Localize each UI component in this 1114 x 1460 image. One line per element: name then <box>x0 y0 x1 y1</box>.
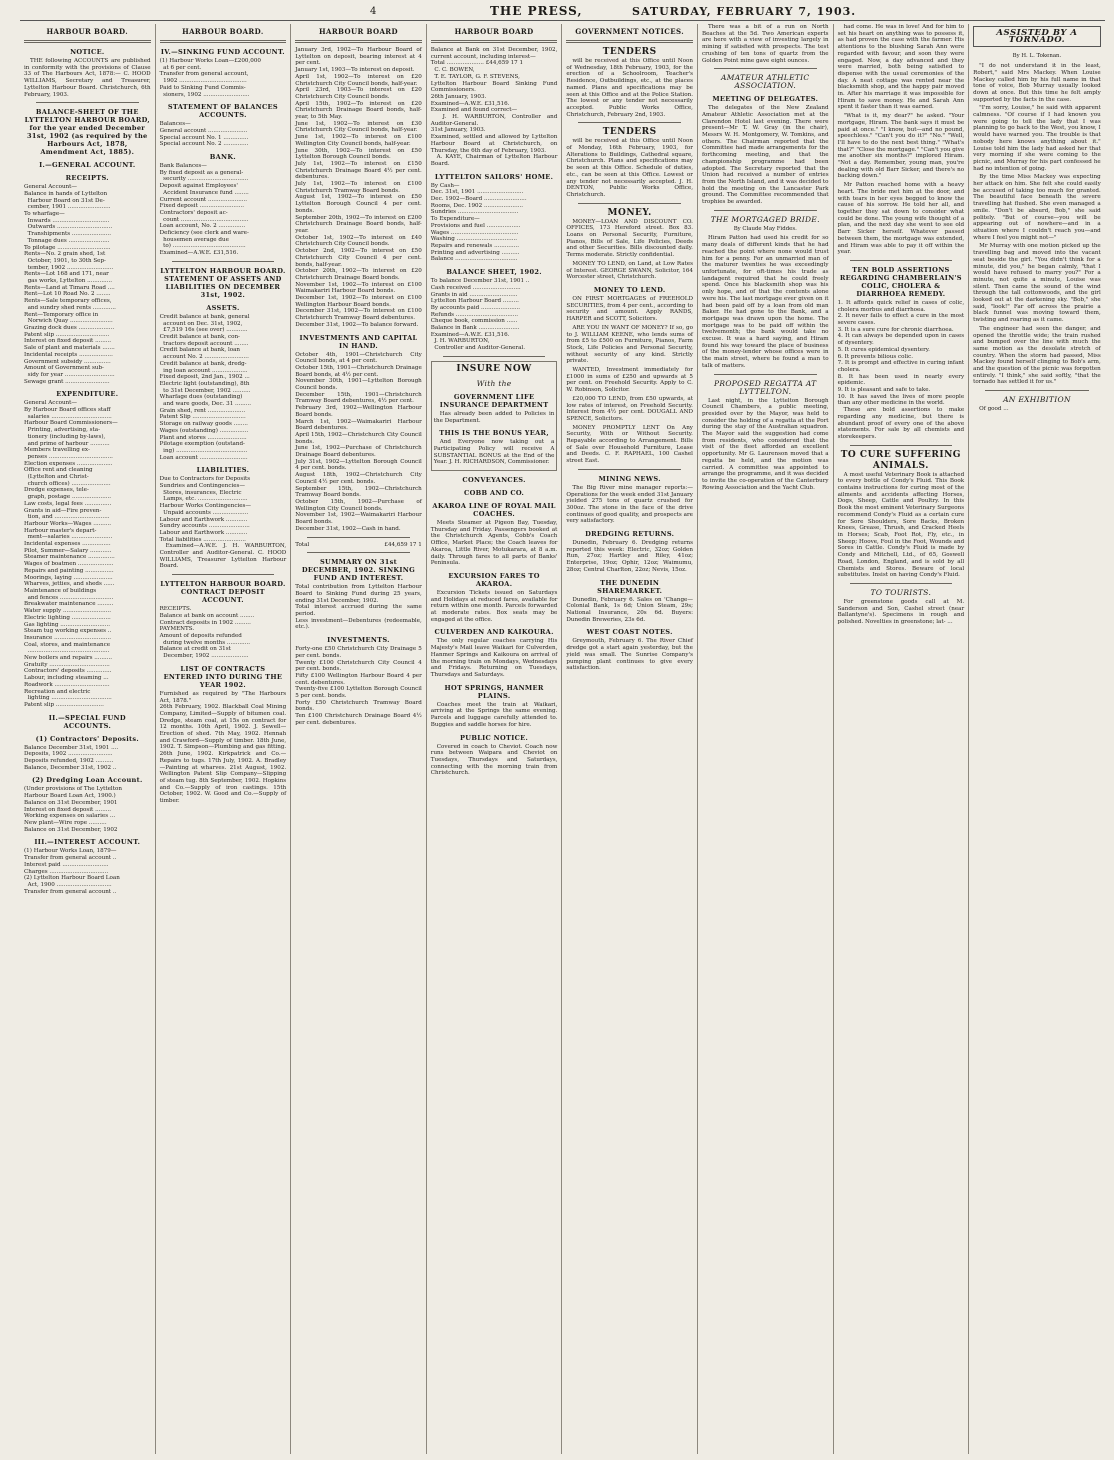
public-notice-text: Covered in coach to Cheviot. Coach now runs between Waipara and Cheviot on Tuesdays, Thursdays and Saturdays, connecting with the morning train from Christchurch. <box>430 743 558 777</box>
westcoast-text: Greymouth, February 6. The River Chief dredge got a start again yesterday, but the yield was small. The Sunrise Company's pumping plant continues to give every satisfaction. <box>566 638 693 672</box>
statement-heading: STATEMENT OF BALANCES ACCOUNTS. <box>167 103 278 120</box>
tornado-byline: By H. L. Tokenan. <box>1012 53 1062 60</box>
divider <box>172 574 275 575</box>
issue-date: SATURDAY, FEBRUARY 7, 1903. <box>632 5 857 18</box>
excursion-text: Excursion Tickets issued on Saturdays and Holidays at reduced fares, available for return within one month. Parcels forwarded at moderate rates. Box seats may be engaged at the office. <box>430 589 558 623</box>
exhibition-heading: AN EXHIBITION <box>1003 395 1071 405</box>
notice-intro: THE following ACCOUNTS are published in conformity with the provisions of Clause 33 of The Harbours Act, 1878:— C. HOOD WILLIAMS, Secretary and Treasurer, Lyttelton Harbour Board. Christchurch, 6th February, 1903. <box>24 58 151 98</box>
liabilities-lines: Due to Contractors for Deposits Sundries and Contingencies— Stores, insurances, Electric Lamps, etc. ............................ Harbour Works Contingencies— Unpaid accounts .................... Labour and Earthwork ............ Sundry accounts ....................... Labour and Earthwork ............ Total liabilities ........................ <box>159 476 252 543</box>
money-to-lend-heading: MONEY TO LEND. <box>593 285 666 294</box>
column-8 <box>969 24 1105 1454</box>
divider <box>431 40 558 43</box>
tourists-heading: TO TOURISTS. <box>870 587 932 597</box>
culverden-text: The only regular coaches carrying His Majesty's Mail leave Waikari for Culverden, Hanmer Springs and Kaikoura on arrival of the morning train on Mondays, Wednesdays and Fridays. Returning on Tuesdays, Thursdays and Saturdays. <box>430 638 558 678</box>
westcoast-heading: WEST COAST NOTES. <box>586 628 673 637</box>
conveyances-heading: CONVEYANCES. <box>462 476 526 485</box>
summary-heading: SUMMARY ON 31st DECEMBER, 1902. SINKING FUND AND INTEREST. <box>301 558 416 583</box>
mining-text: The Big River mine manager reports:—Operations for the week ended 31st January yielded 275 tons of quartz crushed for 300oz. The stone in the face of the drive continues of good quality, and prospects are very satisfactory. <box>566 484 693 525</box>
money-text-5: WANTED, Investment immediately for £1000 in sums of £250 and upwards at 5 per cent. on Freehold Security. Apply to C. W. Robinson, Solicitor. <box>566 367 693 394</box>
investments-heading: INVESTMENTS AND CAPITAL IN HAND. <box>299 333 418 350</box>
money-text-2: MONEY TO LEND, on Land, at Low Rates of Interest. GEORGE SWANN, Solicitor, 164 Worcester street, Christchurch. <box>566 260 693 281</box>
mining-heading: MINING NEWS. <box>598 474 661 483</box>
tornado-text-1: "I do not understand it in the least, Robert," said Mrs Mackey. When Louise Mackey called him by his full name in that tone of voice, Bob Murray usually looked down at once. But this time he felt amply supported by the facts in the case. <box>973 63 1101 103</box>
akaroa-text: Meets Steamer at Pigeon Bay, Tuesday, Thursday and Friday. Passengers booked at the Christchurch Agents, Cobb's Coach Office, Market Place; the Coach leaves for Akaroa, Little River, Motukarara, at 8 a.m. daily. Through fares to all parts of Banks' Peninsula. <box>430 520 558 567</box>
sinking-fund-heading: IV.—SINKING FUND ACCOUNT. <box>160 48 285 56</box>
tornado-text-4: Mr Murray with one motion picked up the travelling bag and moved into the vacant seat beside the girl. "You didn't think for a minute, did you," he began calmly, "that I would have refused to marry you?" For a minute, not quite a minute, Louise was silent. Then came the sound of the wind through the tall cottonwoods, and the girl looked out at the darkening sky. "Bob," she said, "look!" Far off across the prairie a black funnel was moving toward them, twisting and roaring as it came. <box>973 243 1101 324</box>
liabilities-heading: LIABILITIES. <box>196 466 250 475</box>
divider <box>295 40 422 43</box>
bank-lines: Bank Balances— By fixed deposit as a general- security .................................. Deposit against Employees' Accident Insurance fund ........ Current account ...................... Fixed deposit ......................... Contractors' deposit ac- count ...................................... Loan account, No. 2 ............... Deficiency (see clerk and ware- housemen average due to) ......................................... Examined—A.W.E. £31,516. <box>159 163 249 257</box>
money-text-6: £20,000 TO LEND, from £50 upwards, at low rates of interest, on Freehold Security. Interest from 4½ per cent. DOUGALL AND SPENCE, Solicitors. <box>566 395 693 422</box>
amateur-heading: AMATEUR ATHLETIC ASSOCIATION. <box>721 73 810 91</box>
column-5 <box>562 24 698 1454</box>
tenbold-list: 1. It affords quick relief in cases of colic, cholera morbus and diarrhoea. 2. It never fails to effect a cure in the most severe cases. 3. It is a sure cure for chronic diarrhoea. 4. It can always be depended upon in cases of dysentery. 5. It cures epidemical dysentery. 6. It prevents bilious colic. 7. It is prompt and effective in curing infant cholera. 8. It has been used in nearly every epidemic. 9. It is pleasant and safe to take. 10. It has saved the lives of more people than any other medicine in the world. <box>837 299 965 407</box>
cure-text: A most useful Veterinary Book is attached to every bottle of Condy's Fluid. This Book contains instructions for curing most of the ailments and accidents affecting Horses, Dogs, Sheep, Cattle and Poultry. In this Book the most eminent Veterinary Surgeons recommend Condy's Fluid as a certain cure for Sore Shoulders, Sore Backs, Broken Knees, Grease, Thrush, and Cracked Heels in Horses; Scab, Foot Rot, Fly, etc., in Sheep; Hoove, Foul in the Foot, Wounds and Sores in Cattle. Condy's Fluid is made by Condy and Mitchell, Ltd., of 65, Goswell Road, London, England, and is sold by all Chemists and Stores. Beware of local substitutes. Insist on having Condy's Fluid. <box>837 471 965 579</box>
tornado-text-3: By the time Miss Mackey was expecting her attack on him. She felt she could easily be accused of taking too much for granted. The beautiful face beneath the severe travelling hat flushed. She even managed a smile. "Don't be absurd, Bob," she said politely. "But of course—you will be appearing out of nowhere—and in a situation where I couldn't reach you—and where I feel you might not—" <box>973 174 1101 241</box>
divider <box>24 40 151 43</box>
assets-title: LYTTELTON HARBOUR BOARD. STATEMENT OF ASSETS AND LIABILITIES ON DECEMBER 31st, 1902. <box>160 266 286 299</box>
total-amount: £44,659 17 1 <box>384 541 422 548</box>
mortgaged-heading: THE MORTGAGED BRIDE. <box>710 214 820 224</box>
divider <box>578 203 681 204</box>
hanmer-heading: HOT SPRINGS, HANMER PLAINS. <box>444 683 544 700</box>
expenditure-heading: EXPENDITURE. <box>56 390 119 399</box>
tornado-heading: ASSISTED BY A TORNADO. <box>973 26 1101 47</box>
insurance-text: Has already been added to Policies in the Department. <box>433 410 555 424</box>
insure-now: INSURE NOW <box>456 363 532 374</box>
assets-heading: ASSETS. <box>206 303 240 312</box>
dredging-text: Dunedin, February 6. Dredging returns reported this week: Electric, 32oz; Golden Run, 27oz; Hartley and Riley, 41oz; Enterprise, 19oz; Ophir, 12oz; Waimumu, 28oz; Central Charlton, 22oz; Nevis, 15oz. <box>566 540 693 573</box>
tourists-text: For greenstone goods call at M. Sanderson and Son, Cashel street (near Ballantyne's). Specimens in rough and polished. Novelties in greenstone; lat- ... <box>837 598 965 626</box>
money-text-3: ON FIRST MORTGAGES of FREEHOLD SECURITIES, from 4 per cent., according to security and amount. Apply RANDS, HARPER and SCOTT, Solicitors. <box>566 295 693 323</box>
public-notice-heading: PUBLIC NOTICE. <box>460 733 529 742</box>
account-lines: General Account— Balance in hands of Lyttelton Harbour Board on 31st De- cember, 1901 ........................ To wharfage— Inwards ................................ Outwards ............................... Transhipments ...................... Tonnage dues ....................... To pilotage .............................. Rents—No. 2 grain shed, 1st October, 1901, to 30th Sep- tember, 1902 .......................... Rents—Lot 168 and 171, near gas works, Lyttelton .............. Rents—Land at Timaru Road .... Rent—Lot 10 Road No. 2 ........ Rents—Sale temporary offices, and sundry shed rents ............. Rent—Temporary office in Norwich Quay ........................ Grazing dock dues .................... Patent slip .............................. Interest on fixed deposit ......... Sale of plant and materials ....... Incidental receipts ................... Government subsidy ............... Amount of Government sub- sidy for year ............................ Sewage grant ......................... <box>24 184 116 385</box>
total-label: Total <box>295 541 310 548</box>
akaroa-heading: AKAROA LINE OF ROYAL MAIL COACHES. <box>432 502 556 519</box>
harbour-balance: Balance at Bank on 31st December, 1902, current account, including interest— Total ..................... £44,659 17 1 C. C. BOWEN, T. E. TAYLOR, G. F. STEVENS, Lyttelton Harbour Board Sinking Fund Commissioners. 26th January, 1903. Examined—A.W.E. £31,516. Examined and found correct— J. H. WARBURTON, Controller and Auditor-General. 31st January, 1903. Examined, settled and allowed by Lyttelton Harbour Board at Christchurch, on Thursday, the 6th day of February, 1903. A. KAYE, Chairman of Lyttelton Harbour Board. <box>430 47 558 167</box>
story-cont-1: had come. He was in love! And for him to set his heart on anything was to possess it, as had proven the case with the farmer. His attentions to the blushing Sarah Ann were regarded with favour, and soon they were engaged. Now, a day advanced and they were married, both being satisfied to dispense with the usual ceremonies of the day. A neat cottage was rented near the blacksmith shop, and the happy pair moved in. After his marriage it was impossible for Hiram to save money. He and Sarah Ann spent it faster than it was earned. <box>837 24 965 111</box>
column-1 <box>20 24 156 1454</box>
masthead <box>20 4 1105 21</box>
money-text-7: MONEY PROMPTLY LENT On Any Security, With or Without Security. Repayable according to Arrangement. Bills of Sale over Household Furniture, Lease and Deeds. C. F. RAPHAEL, 100 Cashel street East. <box>566 424 693 465</box>
divider <box>566 40 693 43</box>
sailors-lines: By Cash— Dec. 31st, 1901 .......................... Dec. 1902—Board ........................ Rooms, Dec. 1902 ...................... Sundries .................................. To Expenditure— Provisions and fuel ................... Wages ...................................... Washing .................................. Repairs and renewals .............. Printing and advertising .......... Balance ................................... <box>430 182 527 263</box>
money-text-4: ARE YOU IN WANT OF MONEY? If so, go to J. WILLIAM KEENE, who lends sums of from £5 to £500 on Furniture, Pianos, Farm Stock, Life Policies and Personal Security, without security of any kind. Strictly private. <box>566 324 693 365</box>
story-text: Hiram Patton had used his credit for so many deals of different kinds that he had reached the point where none would trust him for a penny. For an unmarried man of the maturer twenties he was exceedingly unfortunate, for oft-times his trade as landagent required that he could freely spend. Once his blacksmith shop was his only hope, and of that the contents alone were his. The last mortgage ever given on it had been paid off by a loan from old man Baker. He had gone to the Bank, and a mortgage was drawn upon the home. The mortgage was to be paid off within the twelvemonth; the bank would take no excuse. It was a hard saying, and Hiram found his way toward the place of business of the money-lender whose offices were in the main street, where he found a man to talk of matters. <box>701 235 829 369</box>
capital-entries: October 4th, 1901—Christchurch City Council bonds, at 4 per cent. October 15th, 1901—Christchurch Drainage Board bonds, at 4½ per cent. November 30th, 1901—Lyttelton Borough Council bonds. December 15th, 1901—Christchurch Tramway Board debentures, 4½ per cent. February 3rd, 1902—Wellington Harbour Board bonds. March 1st, 1902—Waimakariri Harbour Board debentures. April 15th, 1902—Christchurch City Council bonds. June 1st, 1902—Purchase of Christchurch Drainage Board debentures. July 31st, 1902—Lyttelton Borough Council 4 per cent. bonds. August 18th, 1902—Christchurch City Council 4½ per cent. bonds. September 15th, 1902—Christchurch Tramway Board bonds. October 15th, 1902—Purchase of Wellington City Council bonds. November 1st, 1902—Waimakariri Harbour Board bonds. December 31st, 1902—Cash in hand. <box>295 351 422 532</box>
contracts-list-heading: LIST OF CONTRACTS ENTERED INTO DURING THE YEAR 1902. <box>163 664 283 689</box>
assets-lines: Credit balance at bank, general account on Dec. 31st, 1902, £7,519 16s (see over) ............ Credit balance at bank, con- tractors deposit account ........ Credit balance at bank, loan account No. 2 ......................... Credit balance at bank, dredg- ing loan account .................... Fixed deposit, 2nd Jan., 1902 ... Electric light (outstanding), 8th to 31st December, 1902 .......... Wharfage dues (outstanding) and ware goods, Dec. 31 ......... Grain shed, rent ..................... Patent Slip .............................. Storage on railway goods ........ Wages (outstanding) ................ Plant and stores ...................... Pilotage exemption (outstand- ing) ........................................ Loan account ........................... <box>159 313 252 461</box>
balance-sheet-lines: To balance December 31st, 1901 .. Cash received ........................... Grants in aid ........................... Lyttelton Harbour Board ......... By accounts paid ...................... Refunds ................................... Cheque book, commission ...... Balance in Bank ....................... Examined—A.W.E. £31,516. J. H. WARBURTON, Controller and Auditor-General. <box>430 278 530 352</box>
divider <box>850 583 953 584</box>
contracts-text: Furnished as required by "The Harbours Act, 1878." 26th February, 1902. Blackball Coal Mining Company, Limited—Supply of bitumen coal. Dredge, steam coal, at 15s on contract for 12 months. 10th April, 1902. J. Sewell—Erection of shed. 7th May, 1902. Hennah and Crawford—Supply of timber. 18th June, 1902. T. Simpson—Plumbing and gas fitting. 26th June, 1902. Kirkpatrick and Co.—Repairs to tugs. 17th July, 1902. A. Bradley—Painting at wharves. 21st August, 1902. Wellington Patent Slip Company—Slipping of steam tug. 8th September, 1902. Hopkins and Co.—Supply of iron castings. 15th October, 1902. W. Good and Co.—Supply of timber. <box>159 690 287 805</box>
divider <box>160 40 287 43</box>
divider <box>850 445 953 446</box>
bonus-year: THIS IS THE BONUS YEAR, <box>439 429 549 438</box>
column-heading: HARBOUR BOARD. <box>46 27 129 36</box>
divider <box>714 374 817 375</box>
divider <box>578 122 681 123</box>
tenders-heading-2: TENDERS <box>602 127 657 138</box>
divider <box>307 552 410 553</box>
bank-heading: BANK. <box>209 153 237 162</box>
investments-subheading: INVESTMENTS. <box>327 636 390 645</box>
column-7 <box>834 24 970 1454</box>
divider <box>714 210 817 211</box>
contract-deposit-heading: LYTTELTON HARBOUR BOARD. CONTRACT DEPOSIT ACCOUNT. <box>160 580 286 605</box>
investment-list: Forty-one £50 Christchurch City Drainage 5 per cent. bonds. Twenty £100 Christchurch City Council 4 per cent. bonds. Fifty £100 Wellington Harbour Board 4 per cent. debentures. Twenty-five £100 Lyttelton Borough Council 5 per cent. bonds. Forty £50 Christchurch Tramway Board bonds. Ten £100 Christchurch Drainage Board 4½ per cent. debentures. <box>295 646 422 726</box>
tenders-text: will be received at this Office until Noon of Wednesday, 18th February, 1903, for the erection of a Schoolroom, Teacher's Residence, Outbuildings, etc., at the places named. Plans and specifications may be seen at this Office and at the Police Station. The lowest or any tender not necessarily accepted. Public Works Office, Christchurch, February 2nd, 1903. <box>566 58 693 118</box>
interest-heading: III.—INTEREST ACCOUNT. <box>34 838 141 847</box>
govt-insurance: GOVERNMENT LIFE INSURANCE DEPARTMENT <box>439 392 549 409</box>
statement-lines: Balances— General account ...................... Special account No. 1 .............. Special account No. 2 .............. <box>159 121 249 148</box>
story-cont-3: Mr Patton reached home with a heavy heart. The bride met him at the door, and with tears in her eyes begged to know the cause of his sorrow. He told her all, and together they sat down to consider what could be done. The young wife thought of a plan, and the next day she went to see old Barr Sicker herself. Whatever passed between them, the mortgage was extended, and Hiram was able to pay it off within the year. <box>837 182 965 256</box>
examined-note: Examined—A.W.E. J. H. WARBURTON, Controller and Auditor-General. C. HOOD WILLIAMS, Treasurer Lyttelton Harbour Board. <box>159 543 287 570</box>
cobb-heading: COBB AND CO. <box>464 489 525 498</box>
dredging-lines: (Under provisions of The Lyttelton Harbour Board Loan Act, 1900.) Balance on 31st December, 1901 Interest on fixed deposit ......... Working expenses on salaries ... New plant—Wire rope .......... Balance on 31st December, 1902 <box>24 786 122 833</box>
tornado-text-2: "I'm sorry, Louise," he said with apparent calmness. "Of course if I had known you were going to tell the lady that I was planning to go back to the West, you know, I would have warned you. The trouble is that nobody here knows anything about it." Louise told him the lady had asked her that very morning if she were coming to the picnic, and Murray for his part confessed he had no intention of going. <box>973 105 1101 172</box>
sharemarket-text: Dunedin, February 6. Sales on 'Change—Colonial Bank, 1s 6d; Union Steam, 29s; National Insurance, 20s 6d. Buyers: Dunedin Breweries, 23s 6d. <box>566 596 693 623</box>
divider <box>850 260 953 261</box>
column-6 <box>698 24 834 1454</box>
contract-lines: RECEIPTS. Balance at bank on account ........ Contract deposits in 1902 ......... PAYMENTS. Amount of deposits refunded during twelve months ............. Balance at credit on 31st December, 1902 ..................... <box>159 606 255 660</box>
receipts-heading: RECEIPTS. <box>65 174 109 183</box>
cure-heading: TO CURE SUFFERING ANIMALS. <box>840 449 961 471</box>
investment-entries: January 3rd, 1902—To Harbour Board of Lyttelton on deposit, bearing interest at 4 per cent. January 1st, 1903—To interest on deposit. April 1st, 1902—To interest on £20 Christchurch City Council bonds, half-year. April 23rd, 1903—To interest on £20 Christchurch City Council bonds. April 15th, 1902—To interest on £20 Christchurch Drainage Board bonds, half-year, to 5th May. June 1st, 1902—To interest on £30 Christchurch City Council bonds, half-year. June 1st, 1902—To interest on £100 Wellington City Council bonds, half-year. June 30th, 1902—To interest on £50 Lyttelton Borough Council bonds. July 1st, 1902—To interest on £150 Christchurch Drainage Board 4½ per cent. debentures. July 1st, 1902—To interest on £100 Christchurch Tramway Board bonds. August 1st, 1902—To interest on £50 Lyttelton Borough Council 4 per cent. bonds. September 20th, 1902—To interest on £200 Christchurch Drainage Board bonds, half-year. October 1st, 1902—To interest on £40 Christchurch City Council bonds. October 2nd, 1902—To interest on £50 Christchurch City Council 4 per cent. bonds, half-year. October 20th, 1902—To interest on £20 Christchurch Drainage Board bonds. November 1st, 1902—To interest on £100 Waimakariri Harbour Board bonds. December 1st, 1902—To interest on £100 Wellington Harbour Board bonds. December 31st, 1902—To interest on £100 Christchurch Tramway Board debentures. December 31st, 1902—To balance forward. <box>295 47 422 328</box>
page-columns <box>20 24 1105 1454</box>
tornado-text-5: The engineer had seen the danger, and opened the throttle wide; the train rushed and bumped over the line with much the same motion as the desolate stretch of country. When the storm had passed, Miss Mackey found herself clinging to Bob's arm, and the question of the picnic was forgotten entirely. "I think," she said softly, "that the tornado has settled it for us." <box>973 325 1101 386</box>
divider <box>172 261 275 262</box>
balance-sheet-title: BALANCE-SHEET OF THE LYTTELTON HARBOUR BOARD, for the year ended December 31st, 1902 (as required by the Harbours Act, 1878, Amendment Act, 1885). <box>24 108 150 157</box>
regatta-text: Last night, in the Lyttelton Borough Council Chambers, a public meeting, presided over by the Mayor, was held to consider the holding of a regatta at the Port during the stay of the Australian squadron. The Mayor said the suggestion had come from residents, who considered that the visit of the fleet afforded an excellent opportunity. Mr G. Laurenson moved that a regatta be held, and the motion was carried. A committee was appointed to arrange the programme, and it was decided to invite the co-operation of the Canterbury Rowing Association and the Yacht Club. <box>701 397 829 491</box>
column-heading: GOVERNMENT NOTICES. <box>575 27 685 36</box>
tenders-heading: TENDERS <box>602 47 657 57</box>
dredging-heading: (2) Dredging Loan Account. <box>31 776 143 785</box>
meeting-text: The delegates of the New Zealand Amateur Athletic Association met at the Clarendon Hotel last evening. There were present—Mr T. W. Gray (in the chair), Messrs W. H. Montgomery, W. Tomkins, and others. The Chairman reported that the Committee had made arrangements for the forthcoming meeting, and that the championship programme had been adopted. The Secretary reported that the Union had received a number of entries from the North Island, and it was decided to hold the meeting on the Lancaster Park ground. The Committee recommended that trophies be awarded. <box>701 105 829 206</box>
newspaper-title: THE PRESS, <box>490 4 583 18</box>
total-row <box>295 542 422 549</box>
column-3 <box>291 24 427 1454</box>
tenbold-heading: TEN BOLD ASSERTIONS REGARDING CHAMBERLAIN'S COLIC, CHOLERA & DIARRHOEA REMEDY. <box>839 265 962 298</box>
expenditure-lines: General Account— By Harbour Board offices staff salaries .................................. Harbour Board Commissioners— Printing, advertising, sta- tionery (including by-laws), and prime of harbour ........... Members travelling ex- penses .................................... Election expenses .................... Office rent and cleaning (Lyttelton and Christ- church offices) ...................... Dredge expenses, tele- graph, postage ...................... Law costs, legal fees ............... Grants in aid—Fire preven- tion, and ............................... Harbour Works—Wages .......... Harbour master's depart- ment—salaries ....................... Incidental expenses ................ Pilot, Summer—Salary ............ Steamer maintenance ............... Wages of boatmen .................... Repairs and painting ................ Moorings, laying ...................... Wharves, jetties, and sheds ...... Maintenance of buildings and fences .............................. Breakwater maintenance ......... Water supply ........................... Electric lighting ...................... Gas lighting ............................ Steam tug working expenses .. Insurance ................................ Coal, stores, and maintenance .............................................. New boilers and repairs .......... Gratuity .................................. Contractors' deposits .............. Labour, including steaming ... Roadwork ............................... Recreation and electric lighting .................................. Patent slip ........................... <box>24 400 118 708</box>
hanmer-text: Coaches meet the train at Waikari, arriving at the Springs the same evening. Parcels and luggage carefully attended to. Buggies and saddle horses for hire. <box>430 701 558 728</box>
story-cont-2: "What is it, my dear?" he asked. "Your mortgage, Hiram. The bank says it must be paid at once." "I know, but—and no pound, speechless." "Can't you do it?" "No." "Well, I'll have to do the next best thing." "What's that?" "Close the mortgage." "Can't you give me another six months?" implored Hiram. "Not a day. Remember, young man, you're dealing with old Barr Sicker, and there's no backing down." <box>837 113 965 180</box>
notice-heading: NOTICE. <box>70 48 105 56</box>
tenbold-text: These are bold assertions to make regarding any medicine, but there is abundant proof of every one of the above statements. For sale by all chemists and storekeepers. <box>837 407 965 440</box>
special-lines: Balance December 31st, 1901 .... Deposits, 1902 ......................... Deposits refunded, 1902 .......... Balance, December 31st, 1902 .. <box>24 744 119 771</box>
insurance-ad <box>431 361 558 471</box>
interest-lines: (1) Harbour Works Loan, 1879— Transfer from general account .. Interest paid .......................... Charges ................................. (2) Lyttelton Harbour Board Loan Act, 1900 ............................... Transfer from general account .. <box>24 848 120 895</box>
sailors-home-heading: LYTTELTON SAILORS' HOME. <box>434 172 554 181</box>
special-fund-heading: II.—SPECIAL FUND ACCOUNTS. <box>48 713 126 730</box>
tenders-text-2: will be received at this Office until Noon of Monday, 16th February, 1903, for Alterations to Buildings, Cathedral square, Christchurch. Plans and specifications may be seen at this Office. Schedule of duties, etc., can be seen at this Office. Lowest or any tender not necessarily accepted. J. H. DENTON, Public Works Office, Christchurch. <box>566 138 693 198</box>
divider <box>714 68 817 69</box>
summary-lines: Total contribution from Lyttelton Harbour Board to Sinking Fund during 25 years, ending 31st December, 1902. Total interest accrued during the same period. Less investment—Debentures (redeemable, etc.). <box>295 584 422 631</box>
contractors-heading: (1) Contractors' Deposits. <box>35 734 139 743</box>
with-the: With the <box>476 378 512 388</box>
column-heading: HARBOUR BOARD <box>454 27 534 36</box>
column-heading: HARBOUR BOARD. <box>182 27 264 36</box>
money-text-1: MONEY—LOAN AND DISCOUNT CO. OFFICES, 173 Hereford street. Box 83. Loans on Personal Security, Furniture, Pianos, Bills of Sale, Life Policies, Deeds and other Securities. Bills discounted daily. Terms moderate. Strictly confidential. <box>566 218 693 259</box>
sinking-lines: (1) Harbour Works Loan—£200,000 at 6 per cent. Transfer from general account, 1902 ...................................... Paid to Sinking Fund Commis- sioners, 1902 .......................... <box>159 58 261 98</box>
story-byline: By Claude May Fiddes. <box>733 225 797 232</box>
exhibition-text: Of good ... <box>979 406 1009 413</box>
money-heading: MONEY. <box>607 207 652 218</box>
column-4 <box>427 24 563 1454</box>
insurance-text-2: And Everyone now taking out a Participating Policy will receive A SUBSTANTIAL BONUS at the End of the Year. J. H. RICHARDSON, Commissioner. <box>433 439 555 466</box>
culverden-heading: CULVERDEN AND KAIKOURA. <box>434 628 554 637</box>
divider <box>443 356 546 357</box>
excursion-heading: EXCURSION FARES TO AKAROA. <box>448 571 540 588</box>
column-heading: HARBOUR BOARD <box>318 27 398 36</box>
page-mark: 4 <box>370 6 377 17</box>
balance-sheet-heading: BALANCE SHEET, 1902. <box>446 268 542 277</box>
news-text-1: There was a bit of a run on North Beaches at the 5d. Two American experts are here with a view of investing largely in mining if satisfied with prospects. The test crushing of ten tons of quartz from the Golden Point mine gave eight ounces. <box>701 24 829 64</box>
column-2 <box>156 24 292 1454</box>
divider <box>578 469 681 470</box>
general-account-heading: I.—GENERAL ACCOUNT. <box>39 161 136 170</box>
divider <box>985 390 1089 391</box>
divider <box>36 102 139 103</box>
dredging-heading: DREDGING RETURNS. <box>585 530 675 539</box>
proposed-heading: PROPOSED REGATTA AT LYTTELTON. <box>714 378 817 396</box>
sharemarket-heading: THE DUNEDIN SHAREMARKET. <box>597 578 663 595</box>
meeting-heading: MEETING OF DELEGATES. <box>712 95 819 104</box>
divider <box>307 537 410 538</box>
